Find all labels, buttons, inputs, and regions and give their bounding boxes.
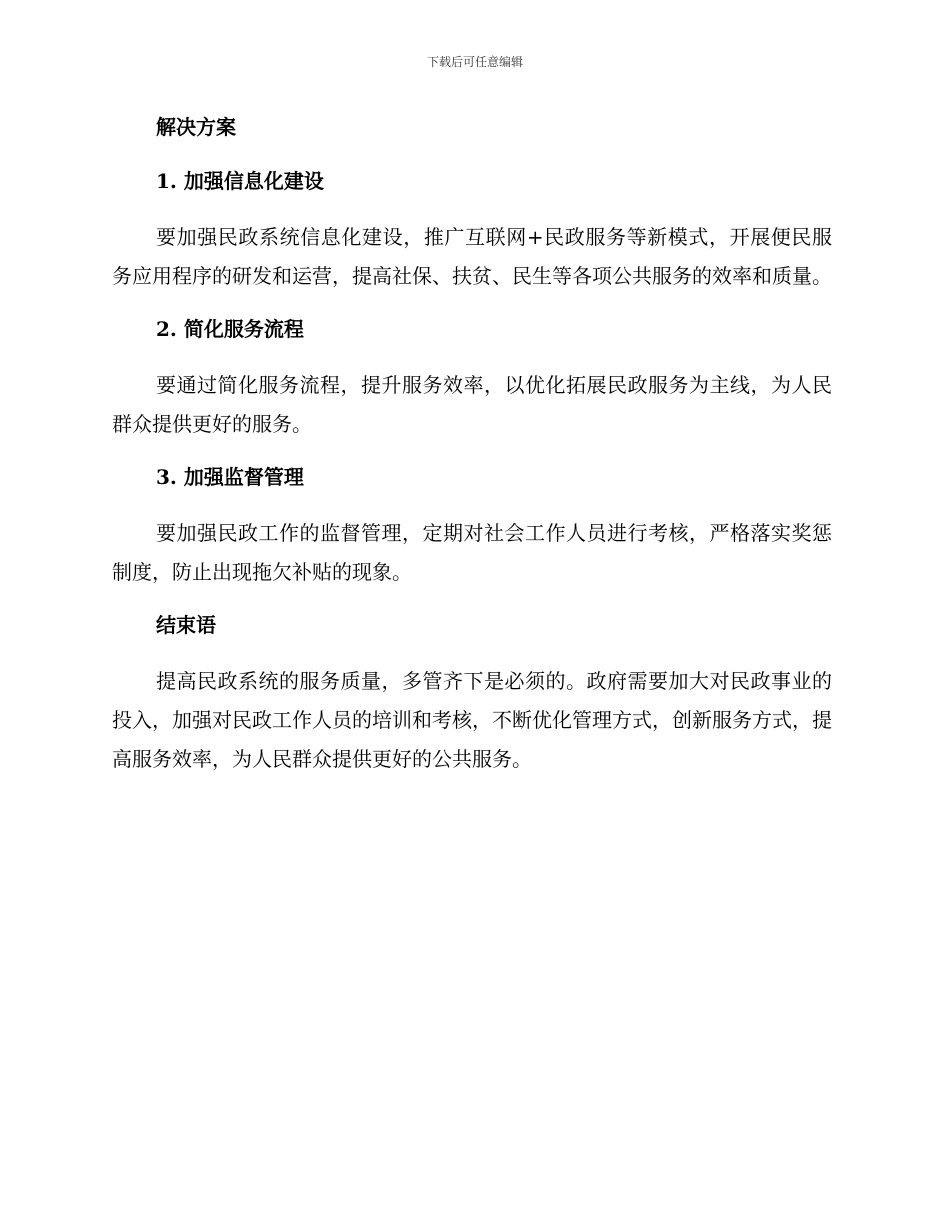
conclusion-body: 提高民政系统的服务质量，多管齐下是必须的。政府需要加大对民政事业的投入，加强对民政工作人员的培训和考核，不断优化管理方式，创新服务方式，提高服务效率，为人民群众提供更好的公共服务。 (112, 669, 832, 771)
item-body-1: 要加强民政系统信息化建设，推广互联网+民政服务等新模式，开展便民服务应用程序的研发和运营，提高社保、扶贫、民生等各项公共服务的效率和质量。 (112, 225, 832, 288)
item-body-2: 要通过简化服务流程，提升服务效率，以优化拓展民政服务为主线，为人民群众提供更好的服务。 (112, 373, 832, 436)
section-title: 解决方案 (156, 115, 236, 139)
item-heading-2: 2. 简化服务流程 (156, 317, 304, 341)
conclusion-title: 结束语 (156, 613, 216, 637)
item-body-3: 要加强民政工作的监督管理，定期对社会工作人员进行考核，严格落实奖惩制度，防止出现拖欠补贴的现象。 (112, 521, 832, 584)
header-note: 下载后可任意编辑 (426, 55, 523, 69)
item-heading-1: 1. 加强信息化建设 (156, 169, 324, 193)
document-body (112, 110, 832, 795)
item-heading-3: 3. 加强监督管理 (156, 465, 304, 489)
